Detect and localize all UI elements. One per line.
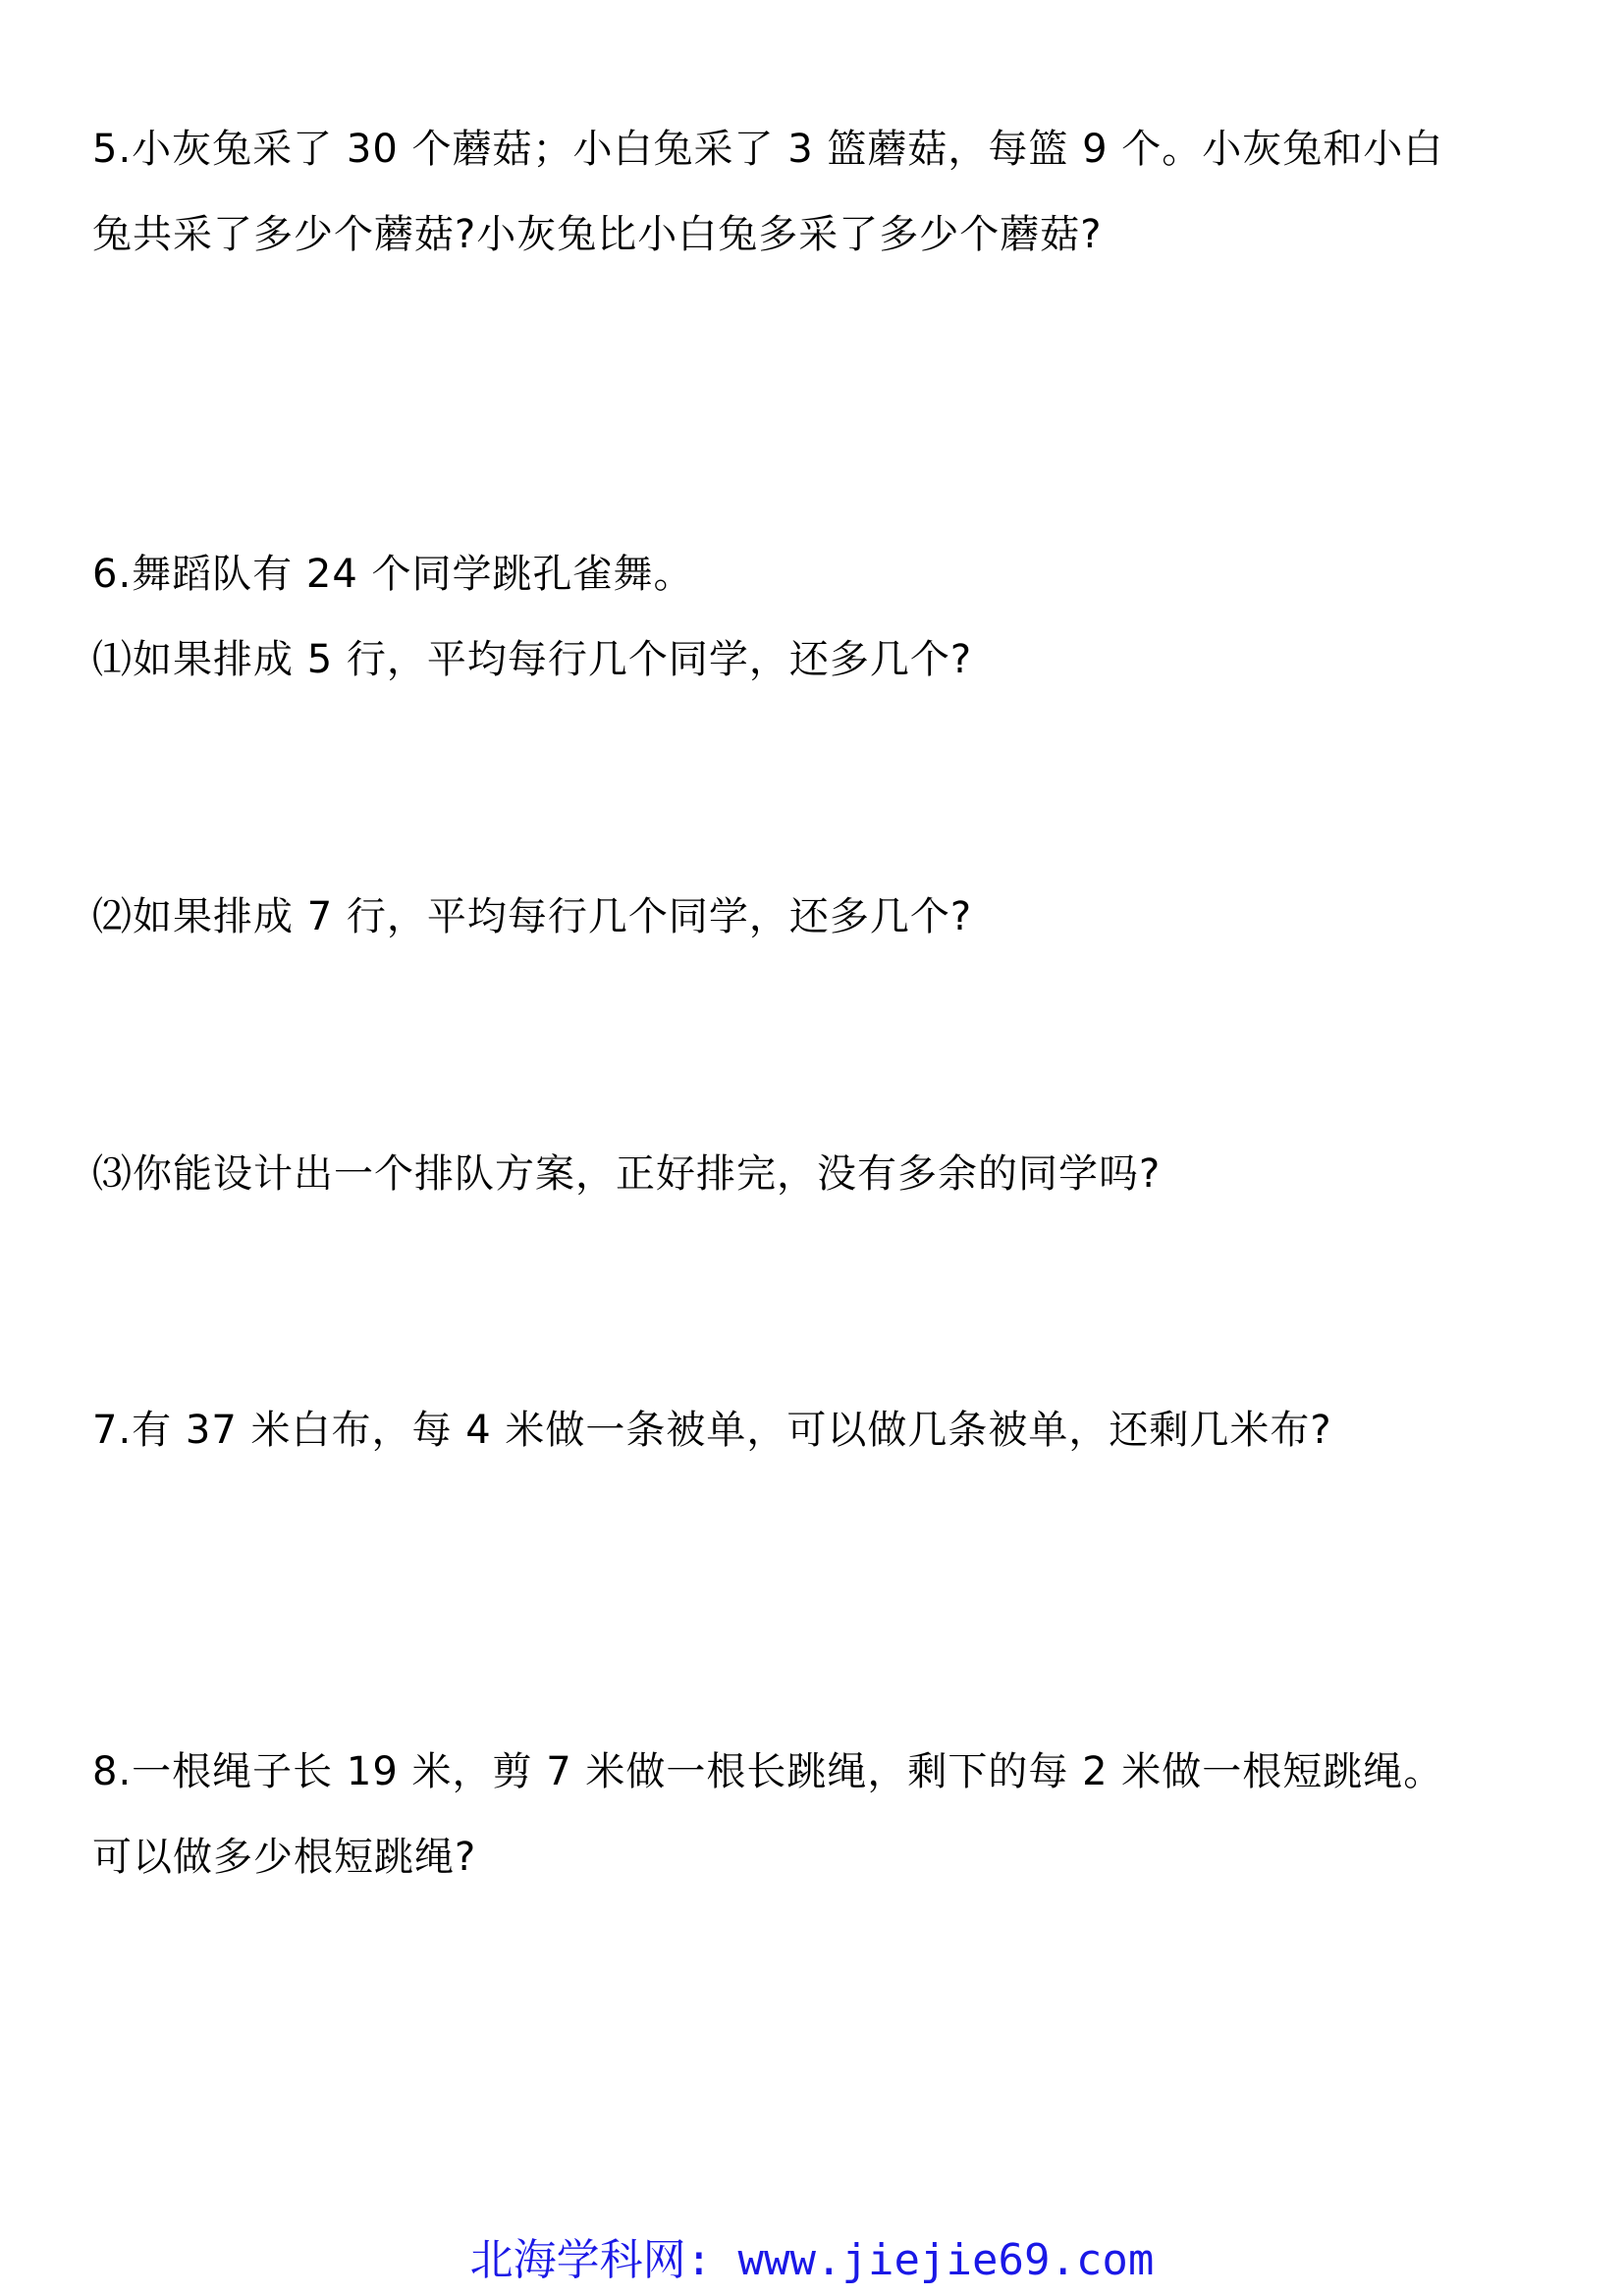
question-6-part-3: ⑶你能设计出一个排队方案，正好排完，没有多余的同学吗?	[92, 1151, 1162, 1197]
footer-watermark-text: 北海学科网: www.jiejie69.com	[469, 2235, 1155, 2285]
question-5-line-1: 5.小灰兔采了 30 个蘑菇；小白兔采了 3 篮蘑菇，每篮 9 个。小灰兔和小白	[92, 127, 1444, 172]
question-6-part-1: ⑴如果排成 5 行，平均每行几个同学，还多几个?	[92, 637, 973, 682]
question-6-part-2: ⑵如果排成 7 行，平均每行几个同学，还多几个?	[92, 894, 973, 939]
question-7-line-1: 7.有 37 米白布，每 4 米做一条被单，可以做几条被单，还剩几米布?	[92, 1408, 1332, 1453]
question-5-line-2: 兔共采了多少个蘑菇?小灰兔比小白兔多采了多少个蘑菇?	[92, 212, 1103, 257]
question-6-stem: 6.舞蹈队有 24 个同学跳孔雀舞。	[92, 552, 694, 597]
question-8-line-2: 可以做多少根短跳绳?	[92, 1835, 477, 1880]
question-8-line-1: 8.一根绳子长 19 米，剪 7 米做一根长跳绳，剩下的每 2 米做一根短跳绳。	[92, 1749, 1444, 1794]
